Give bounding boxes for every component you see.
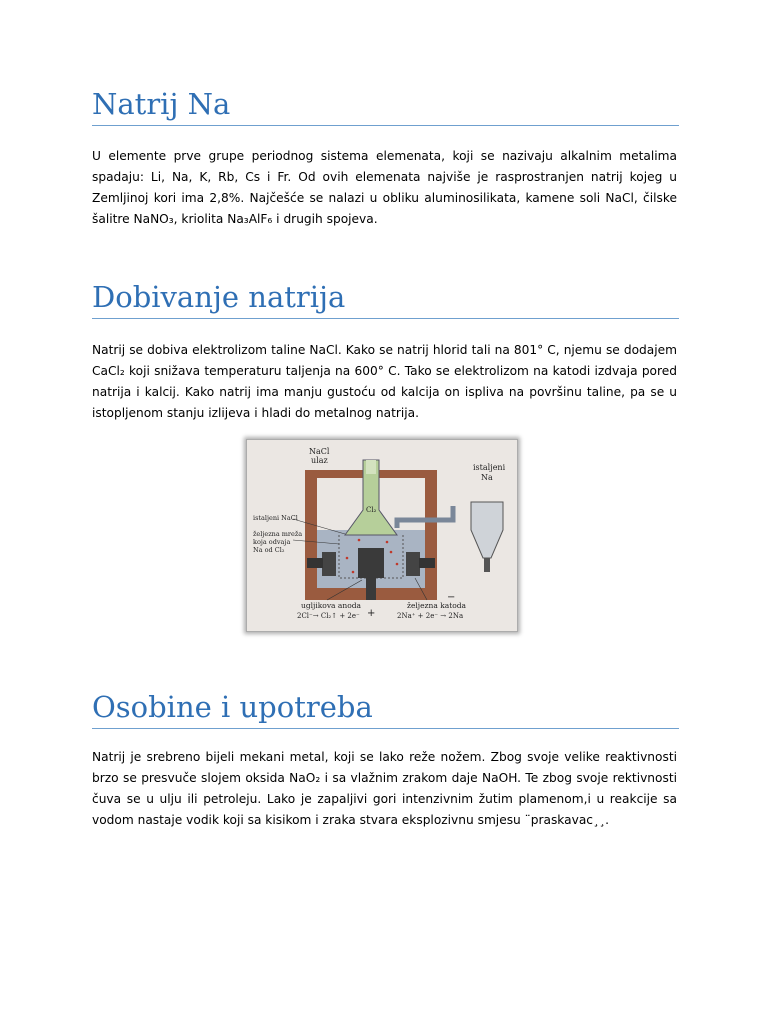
label-katoda-1: željezna katoda xyxy=(407,601,467,610)
label-cl2: Cl₂ xyxy=(366,506,377,514)
section-text-natrij: U elemente prve grupe periodnog sistema elemenata, koji se nazivaju alkalnim metalima spadaju: Li, Na, K, Rb, Cs i Fr. Od ovih elemenata najviše je rasprostranjen natrij kojeg u Zemljinoj kori ima 2,8%. Najčešće se nalazi u obliku aluminosilikata, kamene soli NaCl, čilske šalitre NaNO₃, kriolita Na₃AlF₆ i drugih spojeva. xyxy=(92,149,677,226)
label-istaljeni-na-2: Na xyxy=(481,473,493,482)
label-mreza-2: koja odvaja xyxy=(253,538,291,546)
section-text-dobivanje: Natrij se dobiva elektrolizom taline NaCl. Kako se natrij hlorid tali na 801° C, njemu se dodajem CaCl₂ koji snižava temperaturu taljenja na 600° C. Tako se elektrolizom na katodi izdvaja pored natrija i kalcij. Kako natrij ima manju gustoću od kalcija on ispliva na površinu taline, pa se u istopljenom stanju izlijeva i hladi do metalnog natrija. xyxy=(92,343,677,420)
label-istaljeni-nacl: istaljeni NaCl xyxy=(253,514,298,522)
section-title-natrij: Natrij Na xyxy=(92,90,679,126)
label-anoda-2: 2Cl⁻→ Cl₂↑ + 2e⁻ xyxy=(297,612,360,620)
label-mreza-1: željezna mreža xyxy=(253,530,303,538)
label-istaljeni-na-1: istaljeni xyxy=(473,463,506,472)
label-ulaz: ulaz xyxy=(311,456,328,465)
label-mreza-3: Na od Cl₂ xyxy=(253,546,285,554)
label-plus: + xyxy=(367,608,376,619)
electrolysis-diagram-drawing xyxy=(247,440,517,631)
label-nacl: NaCl xyxy=(309,447,330,456)
section-title-dobivanje: Dobivanje natrija xyxy=(92,283,679,319)
section-text-osobine: Natrij je srebreno bijeli mekani metal, koji se lako reže nožem. Zbog svoje velike reaktivnosti brzo se presvuče slojem oksida NaO₂ i sa vlažnim zrakom daje NaOH. Te zbog svoje rektivnosti čuva se u ulju ili petroleju. Lako je zapaljivi gori intenzivnim žutim plamenom,i u reakcije sa vodom nastaje vodik koji sa kisikom i zraka stvara eksplozivnu smjesu ¨praskavac¸¸. xyxy=(92,750,677,827)
label-katoda-2: 2Na⁺ + 2e⁻ → 2Na xyxy=(397,612,464,620)
section-title-osobine: Osobine i upotreba xyxy=(92,693,679,729)
label-anoda-1: ugljikova anoda xyxy=(301,601,361,610)
electrolysis-diagram xyxy=(247,440,517,631)
label-minus: − xyxy=(447,592,456,603)
